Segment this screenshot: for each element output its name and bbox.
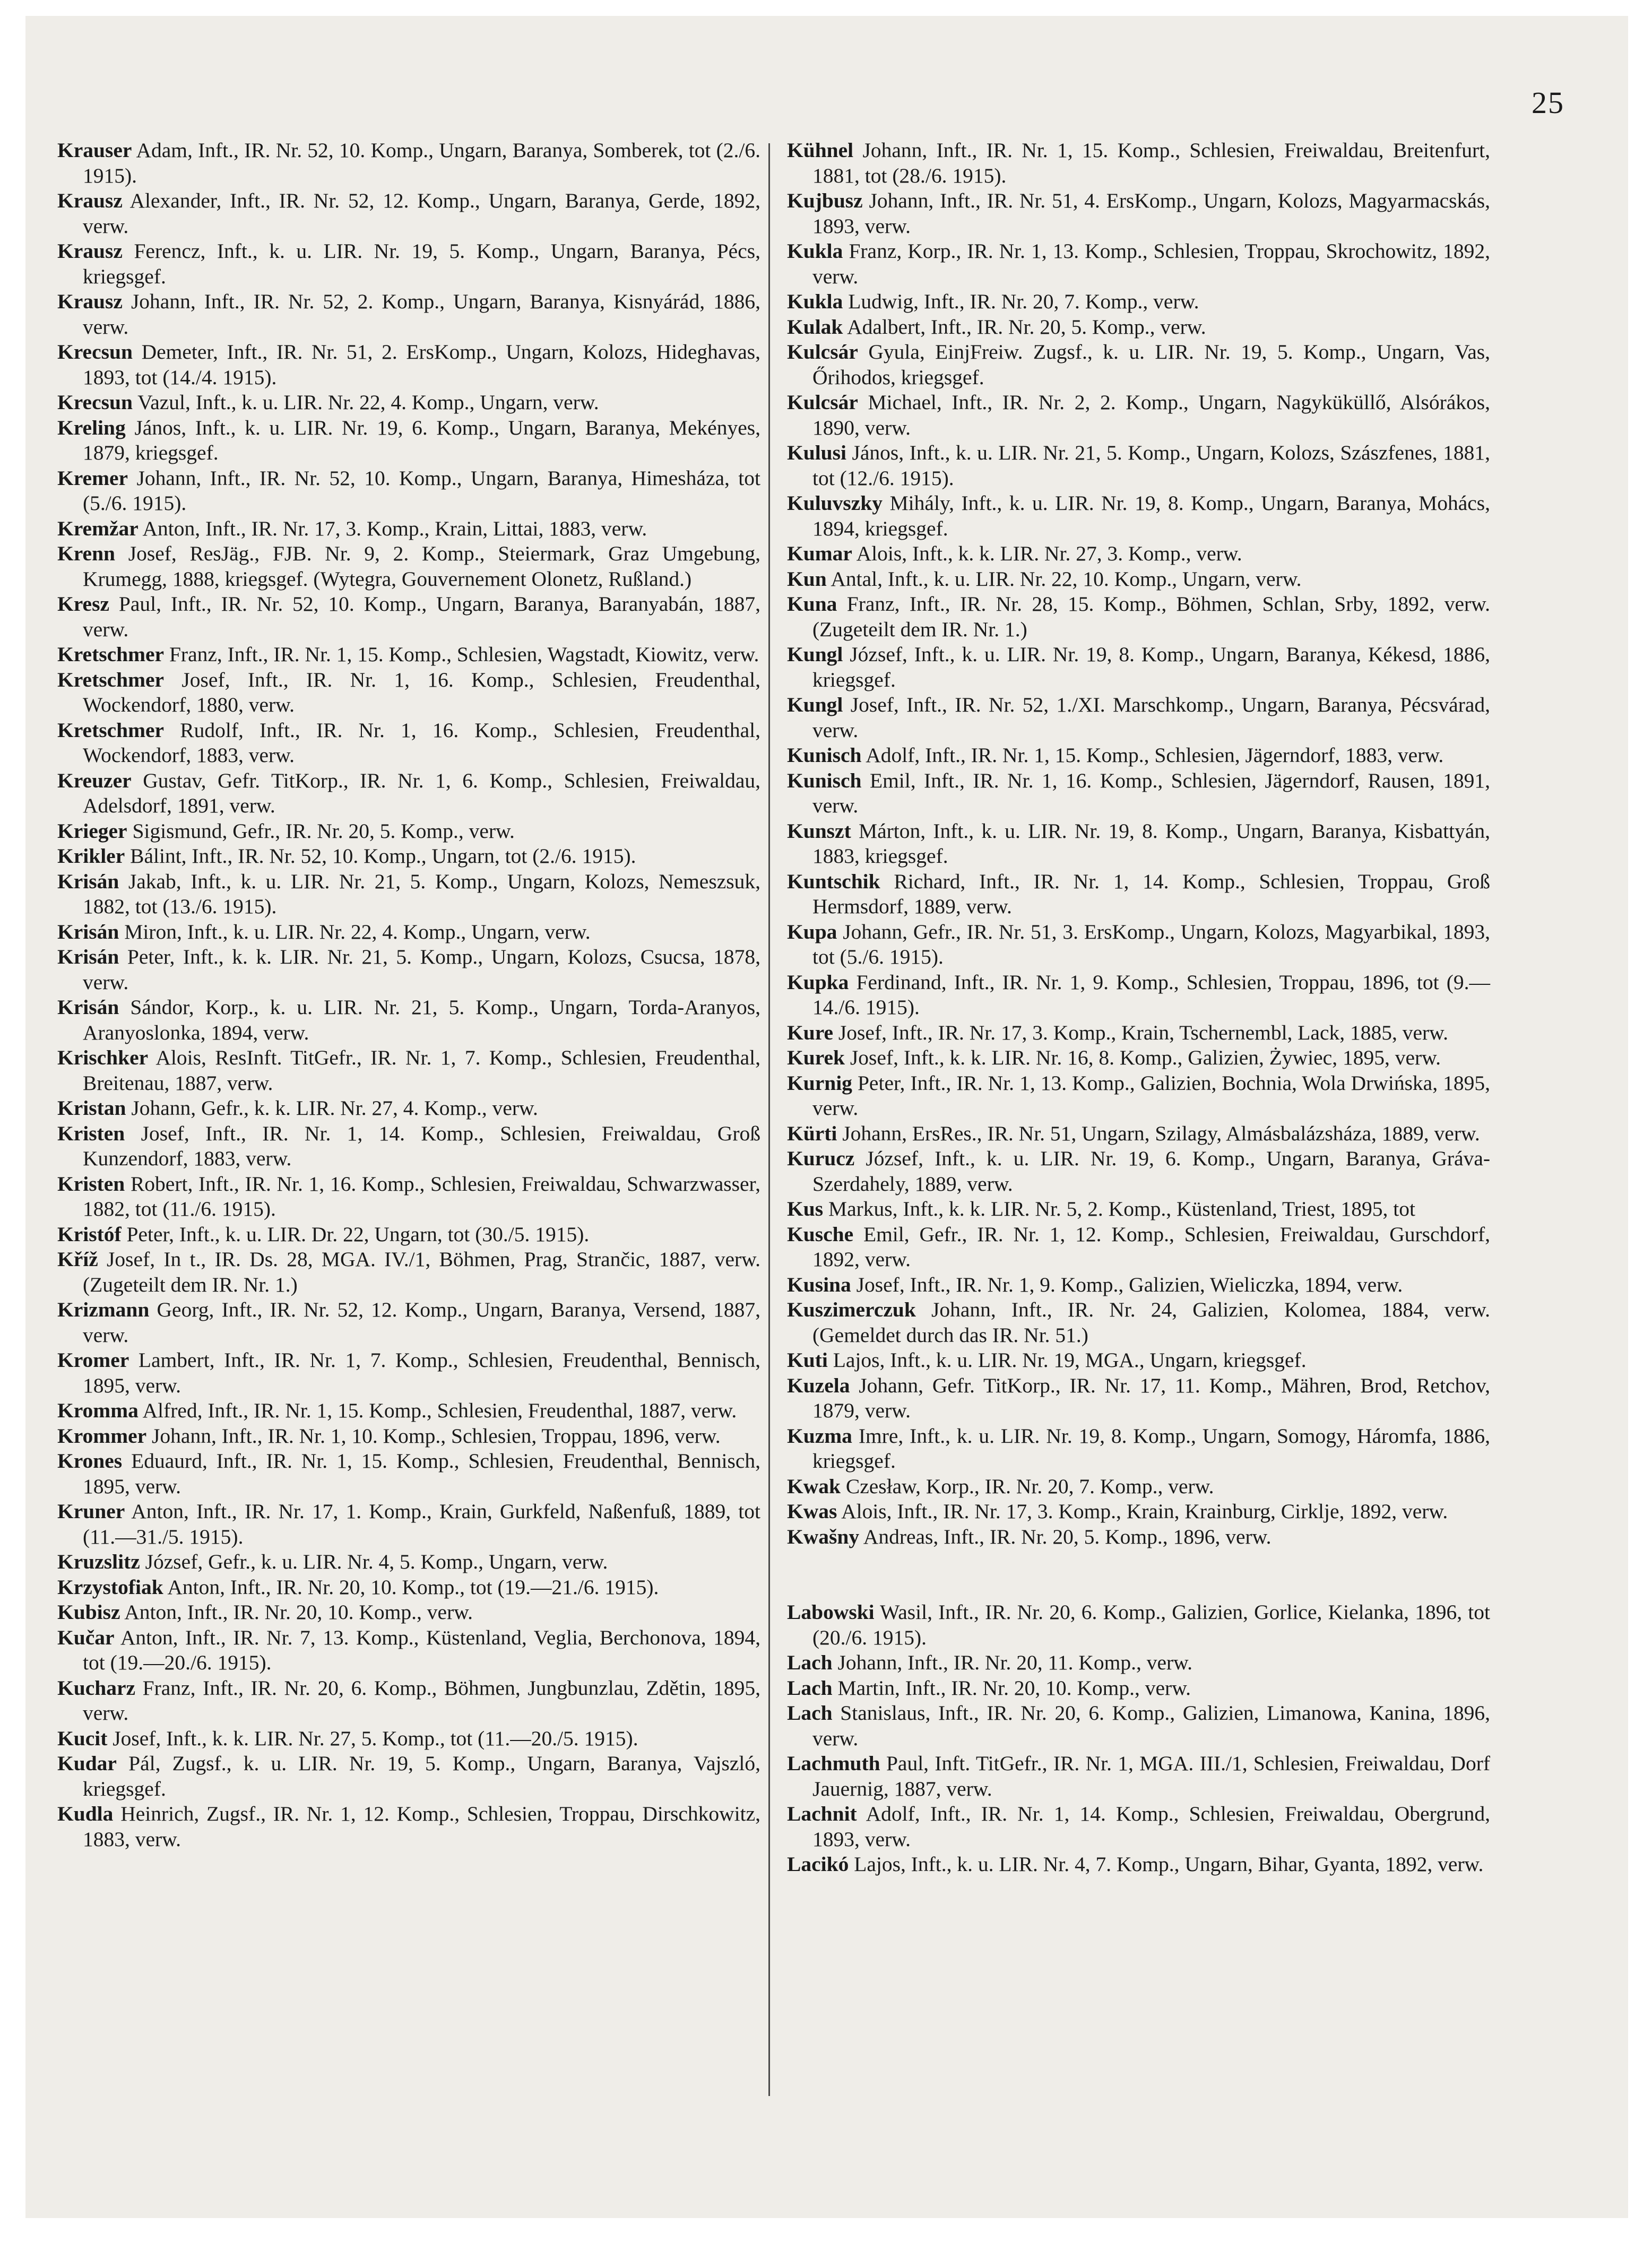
entry-details: Gyula, EinjFreiw. Zugsf., k. u. LIR. Nr. 19, 5. Komp., Ungarn, Vas, Őrihodos, kriegsgef.: [812, 340, 1491, 389]
list-entry: [787, 1751, 1490, 1802]
entry-details: Stanislaus, Inft., IR. Nr. 20, 6. Komp., Galizien, Limanowa, Kanina, 1896, verw.: [812, 1701, 1490, 1750]
entry-surname: Krikler: [57, 844, 125, 868]
list-entry: [787, 768, 1490, 819]
entry-surname: Kuluvszky: [787, 491, 883, 515]
entry-details: Johann, Gefr. TitKorp., IR. Nr. 17, 11. Komp., Mähren, Brod, Retchov, 1879, verw.: [812, 1373, 1491, 1422]
entry-details: Adolf, Inft., IR. Nr. 1, 14. Komp., Schlesien, Freiwaldau, Obergrund, 1893, verw.: [812, 1802, 1490, 1851]
entry-details: Johann, Gefr., IR. Nr. 51, 3. ErsKomp., Ungarn, Kolozs, Magyarbikal, 1893, tot (5./6. 1915).: [812, 920, 1490, 968]
list-entry: [57, 1247, 760, 1297]
list-entry: [57, 1625, 760, 1676]
entry-surname: Kulak: [787, 315, 843, 339]
entry-surname: Kudar: [57, 1752, 117, 1775]
list-entry: [787, 592, 1490, 642]
entry-details: Sándor, Korp., k. u. LIR. Nr. 21, 5. Komp., Ungarn, Torda-Aranyos, Aranyoslonka, 1894, verw.: [83, 995, 761, 1044]
entry-surname: Krausz: [57, 239, 123, 263]
entry-surname: Kuzela: [787, 1373, 850, 1397]
list-entry: [787, 491, 1490, 541]
list-entry: [787, 1222, 1490, 1272]
list-entry: [57, 945, 760, 995]
list-entry: [787, 239, 1490, 289]
entry-surname: Kulusi: [787, 441, 846, 464]
list-entry: [787, 1852, 1490, 1877]
entry-surname: Krisán: [57, 920, 119, 943]
entry-surname: Krausz: [57, 189, 123, 212]
list-entry: [57, 1045, 760, 1096]
list-entry: [787, 1071, 1490, 1121]
entry-surname: Kunisch: [787, 768, 862, 792]
page-number: 25: [1532, 85, 1564, 120]
list-entry: [57, 239, 760, 289]
entry-surname: Krieger: [57, 819, 127, 843]
list-entry: [787, 970, 1490, 1020]
entry-surname: Kristen: [57, 1172, 125, 1196]
entry-details: Antal, Inft., k. u. LIR. Nr. 22, 10. Komp., Ungarn, verw.: [831, 567, 1302, 591]
entry-surname: Kucit: [57, 1726, 108, 1750]
entry-surname: Lach: [787, 1651, 833, 1674]
entry-details: Josef, Inft., IR. Nr. 52, 1./XI. Marschkomp., Ungarn, Baranya, Pécsvárad, verw.: [812, 693, 1491, 742]
entry-surname: Krecsun: [57, 340, 133, 363]
list-entry: [787, 920, 1490, 970]
entry-surname: Krischker: [57, 1046, 149, 1069]
list-entry: [57, 642, 760, 668]
entry-details: Josef, Inft., k. k. LIR. Nr. 27, 5. Komp., tot (11.—20./5. 1915).: [113, 1726, 638, 1750]
entry-surname: Kupa: [787, 920, 837, 943]
entry-details: Márton, Inft., k. u. LIR. Nr. 19, 8. Komp., Ungarn, Baranya, Kisbattyán, 1883, kriegsgef.: [812, 819, 1491, 868]
list-entry: [57, 340, 760, 390]
entry-details: Franz, Inft., IR. Nr. 20, 6. Komp., Böhmen, Jungbunzlau, Zdětin, 1895, verw.: [83, 1676, 760, 1725]
entry-details: Peter, Inft., IR. Nr. 1, 13. Komp., Galizien, Bochnia, Wola Drwińska, 1895, verw.: [812, 1071, 1491, 1120]
list-entry: [787, 1121, 1490, 1147]
list-entry: [787, 1499, 1490, 1525]
column-divider: [768, 143, 770, 2096]
entry-surname: Kreling: [57, 415, 126, 439]
entry-surname: Kühnel: [787, 138, 854, 162]
entry-details: Alfred, Inft., IR. Nr. 1, 15. Komp., Schlesien, Freudenthal, 1887, verw.: [142, 1399, 737, 1422]
entry-surname: Kromma: [57, 1399, 139, 1422]
list-entry: [57, 1575, 760, 1600]
entry-surname: Krisán: [57, 945, 119, 968]
list-entry: [787, 315, 1490, 340]
entry-surname: Kukla: [787, 290, 843, 313]
entry-surname: Kulcsár: [787, 340, 858, 363]
entry-details: János, Inft., k. u. LIR. Nr. 19, 6. Komp., Ungarn, Baranya, Mekényes, 1879, kriegsgef.: [83, 415, 760, 464]
entry-details: Paul, Inft., IR. Nr. 52, 10. Komp., Ungarn, Baranya, Baranyabán, 1887, verw.: [83, 592, 760, 641]
entry-surname: Kříž: [57, 1248, 98, 1271]
entry-details: Josef, In t., IR. Ds. 28, MGA. IV./1, Böhmen, Prag, Strančic, 1887, verw. (Zugeteilt dem IR. Nr. 1.): [83, 1248, 761, 1296]
entry-surname: Krecsun: [57, 391, 133, 414]
list-entry: [57, 516, 760, 542]
list-entry: [787, 1297, 1490, 1348]
entry-details: Alois, Inft., IR. Nr. 17, 3. Komp., Krain, Krainburg, Cirklje, 1892, verw.: [841, 1500, 1448, 1523]
entry-details: Josef, Inft., IR. Nr. 1, 14. Komp., Schlesien, Freiwaldau, Groß Kunzendorf, 1883, verw.: [83, 1121, 761, 1170]
entry-details: Johann, Inft., IR. Nr. 51, 4. ErsKomp., Ungarn, Kolozs, Magyarmacskás, 1893, verw.: [812, 189, 1491, 238]
list-entry: [57, 1449, 760, 1499]
entry-details: Emil, Inft., IR. Nr. 1, 16. Komp., Schlesien, Jägerndorf, Rausen, 1891, verw.: [812, 768, 1491, 817]
entry-details: Martin, Inft., IR. Nr. 20, 10. Komp., verw.: [837, 1676, 1191, 1700]
entry-details: Wasil, Inft., IR. Nr. 20, 6. Komp., Galizien, Gorlice, Kielanka, 1896, tot (20./6. 1915).: [812, 1600, 1490, 1649]
entry-details: Imre, Inft., k. u. LIR. Nr. 19, 8. Komp., Ungarn, Somogy, Háromfa, 1886, kriegsgef.: [812, 1424, 1491, 1473]
list-entry: [57, 1297, 760, 1348]
entry-details: Eduaurd, Inft., IR. Nr. 1, 15. Komp., Schlesien, Freudenthal, Bennisch, 1895, verw.: [83, 1449, 761, 1498]
list-entry: [57, 390, 760, 415]
entry-surname: Kristóf: [57, 1222, 122, 1246]
entry-surname: Kwašny: [787, 1525, 860, 1548]
entry-surname: Kungl: [787, 643, 843, 666]
list-entry: [57, 541, 760, 592]
entry-details: József, Inft., k. u. LIR. Nr. 19, 8. Komp., Ungarn, Baranya, Kékesd, 1886, kriegsgef.: [812, 643, 1491, 691]
entry-surname: Krisán: [57, 869, 119, 893]
list-entry: [787, 1424, 1490, 1474]
entry-surname: Kujbusz: [787, 189, 863, 212]
list-entry: [57, 819, 760, 844]
entry-details: Franz, Korp., IR. Nr. 1, 13. Komp., Schlesien, Troppau, Skrochowitz, 1892, verw.: [812, 239, 1491, 288]
list-entry: [57, 1398, 760, 1424]
entry-surname: Kubisz: [57, 1600, 120, 1624]
entry-surname: Kristen: [57, 1121, 125, 1145]
list-entry: [787, 1020, 1490, 1046]
entry-surname: Kretschmer: [57, 718, 165, 742]
list-entry: [787, 1650, 1490, 1676]
entry-details: János, Inft., k. u. LIR. Nr. 21, 5. Komp., Ungarn, Kolozs, Szászfenes, 1881, tot (12./6. 1915).: [812, 441, 1491, 490]
entry-details: Miron, Inft., k. u. LIR. Nr. 22, 4. Komp., Ungarn, verw.: [124, 920, 591, 943]
list-entry: [787, 1676, 1490, 1701]
entry-surname: Kreuzer: [57, 768, 132, 792]
entry-details: Anton, Inft., IR. Nr. 20, 10. Komp., tot (19.—21./6. 1915).: [167, 1575, 659, 1599]
list-entry: [57, 1549, 760, 1575]
section-gap: [787, 1549, 1490, 1600]
entry-surname: Krones: [57, 1449, 123, 1473]
right-column: [787, 138, 1490, 1877]
list-entry: [57, 1424, 760, 1449]
entry-details: Emil, Gefr., IR. Nr. 1, 12. Komp., Schlesien, Freiwaldau, Gurschdorf, 1892, verw.: [812, 1222, 1490, 1271]
list-entry: [787, 340, 1490, 390]
entry-surname: Kunszt: [787, 819, 851, 843]
list-entry: [787, 1146, 1490, 1197]
list-entry: [57, 1499, 760, 1549]
entry-details: Lambert, Inft., IR. Nr. 1, 7. Komp., Schlesien, Freudenthal, Bennisch, 1895, verw.: [83, 1348, 760, 1397]
entry-details: Josef, ResJäg., FJB. Nr. 9, 2. Komp., Steiermark, Graz Umgebung, Krumegg, 1888, kriegsgef. (Wytegra, Gouvernement Olonetz, Rußland.): [83, 542, 761, 591]
entry-details: Lajos, Inft., k. u. LIR. Nr. 19, MGA., Ungarn, kriegsgef.: [833, 1348, 1307, 1372]
list-entry: [787, 642, 1490, 692]
entry-details: Peter, Inft., k. k. LIR. Nr. 21, 5. Komp., Ungarn, Kolozs, Csucsa, 1878, verw.: [83, 945, 760, 994]
list-entry: [57, 1172, 760, 1222]
entry-details: Ferencz, Inft., k. u. LIR. Nr. 19, 5. Komp., Ungarn, Baranya, Pécs, kriegsgef.: [83, 239, 760, 288]
entry-surname: Kupka: [787, 970, 849, 994]
entry-details: Sigismund, Gefr., IR. Nr. 20, 5. Komp., verw.: [132, 819, 515, 843]
entry-details: Andreas, Inft., IR. Nr. 20, 5. Komp., 1896, verw.: [863, 1525, 1272, 1548]
list-entry: [57, 844, 760, 869]
entry-details: Johann, Inft., IR. Nr. 20, 11. Komp., verw.: [837, 1651, 1192, 1674]
entry-details: Richard, Inft., IR. Nr. 1, 14. Komp., Schlesien, Troppau, Groß Hermsdorf, 1889, verw.: [812, 869, 1490, 918]
entry-surname: Kromer: [57, 1348, 129, 1372]
entry-surname: Kungl: [787, 693, 843, 716]
list-entry: [787, 1272, 1490, 1298]
list-entry: [787, 390, 1490, 440]
document-page: [25, 16, 1628, 2218]
entry-details: József, Inft., k. u. LIR. Nr. 19, 6. Komp., Ungarn, Baranya, Gráva-Szerdahely, 1889, verw.: [812, 1147, 1491, 1196]
list-entry: [57, 1600, 760, 1625]
entry-surname: Kurek: [787, 1046, 845, 1069]
entry-details: Josef, Inft., IR. Nr. 17, 3. Komp., Krain, Tschernembl, Lack, 1885, verw.: [838, 1020, 1449, 1044]
entry-surname: Kruzslitz: [57, 1550, 140, 1573]
entry-surname: Kuna: [787, 592, 837, 616]
entry-details: Pál, Zugsf., k. u. LIR. Nr. 19, 5. Komp., Ungarn, Baranya, Vajszló, kriegsgef.: [83, 1752, 761, 1800]
entry-details: Ludwig, Inft., IR. Nr. 20, 7. Komp., verw.: [848, 290, 1199, 313]
entry-details: Georg, Inft., IR. Nr. 52, 12. Komp., Ungarn, Baranya, Versend, 1887, verw.: [83, 1298, 760, 1347]
entry-surname: Kuti: [787, 1348, 828, 1372]
list-entry: [57, 1096, 760, 1121]
entry-details: Michael, Inft., IR. Nr. 2, 2. Komp., Ungarn, Nagyküküllő, Alsórákos, 1890, verw.: [812, 391, 1490, 439]
list-entry: [787, 440, 1490, 491]
entry-surname: Kure: [787, 1020, 834, 1044]
entry-details: Adalbert, Inft., IR. Nr. 20, 5. Komp., verw.: [847, 315, 1206, 339]
entry-details: Anton, Inft., IR. Nr. 20, 10. Komp., verw.: [124, 1600, 473, 1624]
list-entry: [787, 1525, 1490, 1550]
entry-surname: Kwak: [787, 1474, 841, 1498]
entry-surname: Lach: [787, 1701, 833, 1725]
list-entry: [787, 541, 1490, 567]
list-entry: [787, 188, 1490, 239]
list-entry: [787, 743, 1490, 768]
entry-details: Johann, Inft., IR. Nr. 52, 10. Komp., Ungarn, Baranya, Himesháza, tot (5./6. 1915).: [83, 466, 761, 515]
entry-surname: Kučar: [57, 1625, 115, 1649]
entry-surname: Kudla: [57, 1802, 114, 1825]
entry-details: Rudolf, Inft., IR. Nr. 1, 16. Komp., Schlesien, Freudenthal, Wockendorf, 1883, verw.: [83, 718, 761, 767]
entry-details: Paul, Inft. TitGefr., IR. Nr. 1, MGA. III./1, Schlesien, Freiwaldau, Dorf Jauernig, 1887, verw.: [812, 1752, 1491, 1800]
list-entry: [57, 592, 760, 642]
list-entry: [787, 692, 1490, 743]
entry-details: Ferdinand, Inft., IR. Nr. 1, 9. Komp., Schlesien, Troppau, 1896, tot (9.—14./6. 1915).: [812, 970, 1490, 1019]
entry-details: Mihály, Inft., k. u. LIR. Nr. 19, 8. Komp., Ungarn, Baranya, Mohács, 1894, kriegsgef.: [812, 491, 1491, 540]
entry-surname: Kretschmer: [57, 668, 165, 691]
entry-details: Bálint, Inft., IR. Nr. 52, 10. Komp., Ungarn, tot (2./6. 1915).: [130, 844, 636, 868]
entry-surname: Kremer: [57, 466, 128, 490]
entry-details: Robert, Inft., IR. Nr. 1, 16. Komp., Schlesien, Freiwaldau, Schwarzwasser, 1882, tot (11./6. 1915).: [83, 1172, 760, 1220]
entry-surname: Kremžar: [57, 516, 139, 540]
entry-surname: Kusina: [787, 1272, 851, 1296]
entry-surname: Lachnit: [787, 1802, 857, 1825]
entry-surname: Kuzma: [787, 1424, 852, 1448]
entry-details: Anton, Inft., IR. Nr. 17, 3. Komp., Krain, Littai, 1883, verw.: [142, 516, 647, 540]
entry-details: Adam, Inft., IR. Nr. 52, 10. Komp., Ungarn, Baranya, Somberek, tot (2./6. 1915).: [83, 138, 760, 187]
entry-details: Franz, Inft., IR. Nr. 28, 15. Komp., Böhmen, Schlan, Srby, 1892, verw. (Zugeteilt dem IR. Nr. 1.): [812, 592, 1491, 641]
entry-surname: Krenn: [57, 542, 116, 565]
left-column: [57, 138, 760, 1852]
entry-surname: Kusche: [787, 1222, 854, 1246]
entry-surname: Krommer: [57, 1424, 147, 1448]
list-entry: [787, 869, 1490, 920]
entry-surname: Krisán: [57, 995, 119, 1019]
entry-surname: Kurnig: [787, 1071, 852, 1095]
list-entry: [787, 1600, 1490, 1650]
entry-details: Demeter, Inft., IR. Nr. 51, 2. ErsKomp., Ungarn, Kolozs, Hideghavas, 1893, tot (14./4. 1915).: [83, 340, 760, 389]
entry-surname: Krausz: [57, 290, 123, 313]
entry-details: Heinrich, Zugsf., IR. Nr. 1, 12. Komp., Schlesien, Troppau, Dirschkowitz, 1883, verw.: [83, 1802, 761, 1851]
list-entry: [787, 1802, 1490, 1852]
entry-details: Anton, Inft., IR. Nr. 7, 13. Komp., Küstenland, Veglia, Berchonova, 1894, tot (19.—20./6. 1915).: [83, 1625, 760, 1674]
entry-surname: Kun: [787, 567, 827, 591]
entry-surname: Kretschmer: [57, 643, 165, 666]
list-entry: [57, 466, 760, 516]
list-entry: [787, 1197, 1490, 1222]
entry-details: Johann, Inft., IR. Nr. 1, 15. Komp., Schlesien, Freiwaldau, Breitenfurt, 1881, tot (28./6. 1915).: [812, 138, 1491, 187]
list-entry: [57, 415, 760, 466]
entry-surname: Kukla: [787, 239, 843, 263]
entry-details: Johann, Inft., IR. Nr. 52, 2. Komp., Ungarn, Baranya, Kisnyárád, 1886, verw.: [83, 290, 761, 339]
entry-details: Franz, Inft., IR. Nr. 1, 15. Komp., Schlesien, Wagstadt, Kiowitz, verw.: [169, 643, 759, 666]
entry-details: Anton, Inft., IR. Nr. 17, 1. Komp., Krain, Gurkfeld, Naßenfuß, 1889, tot (11.—31./5. 1915).: [83, 1500, 761, 1548]
entry-surname: Krizmann: [57, 1298, 150, 1321]
list-entry: [57, 1726, 760, 1752]
entry-details: Adolf, Inft., IR. Nr. 1, 15. Komp., Schlesien, Jägerndorf, 1883, verw.: [866, 743, 1444, 767]
entry-details: Josef, Inft., IR. Nr. 1, 16. Komp., Schlesien, Freudenthal, Wockendorf, 1880, verw.: [83, 668, 761, 716]
entry-details: Josef, Inft., IR. Nr. 1, 9. Komp., Galizien, Wieliczka, 1894, verw.: [856, 1272, 1403, 1296]
entry-surname: Kwas: [787, 1500, 837, 1523]
entry-surname: Kruner: [57, 1500, 125, 1523]
entry-surname: Kuntschik: [787, 869, 880, 893]
entry-surname: Lacikó: [787, 1852, 849, 1876]
list-entry: [57, 869, 760, 920]
list-entry: [787, 1348, 1490, 1373]
entry-surname: Kulcsár: [787, 391, 858, 414]
list-entry: [57, 1222, 760, 1248]
list-entry: [787, 1474, 1490, 1500]
list-entry: [787, 1373, 1490, 1424]
entry-details: Johann, Inft., IR. Nr. 1, 10. Komp., Schlesien, Troppau, 1896, verw.: [152, 1424, 721, 1448]
entry-surname: Labowski: [787, 1600, 875, 1624]
entry-details: Josef, Inft., k. k. LIR. Nr. 16, 8. Komp., Galizien, Żywiec, 1895, verw.: [850, 1046, 1441, 1069]
list-entry: [57, 668, 760, 718]
entry-surname: Kumar: [787, 542, 852, 565]
list-entry: [57, 1802, 760, 1852]
entry-surname: Kucharz: [57, 1676, 136, 1700]
entry-surname: Kristan: [57, 1096, 126, 1120]
list-entry: [787, 138, 1490, 188]
entry-details: Markus, Inft., k. k. LIR. Nr. 5, 2. Komp., Küstenland, Triest, 1895, tot: [828, 1197, 1415, 1220]
list-entry: [787, 289, 1490, 315]
entry-details: Vazul, Inft., k. u. LIR. Nr. 22, 4. Komp., Ungarn, verw.: [137, 391, 599, 414]
list-entry: [787, 1045, 1490, 1071]
entry-surname: Lachmuth: [787, 1752, 880, 1775]
entry-details: József, Gefr., k. u. LIR. Nr. 4, 5. Komp., Ungarn, verw.: [145, 1550, 608, 1573]
list-entry: [57, 1121, 760, 1172]
entry-details: Czesław, Korp., IR. Nr. 20, 7. Komp., verw.: [845, 1474, 1214, 1498]
list-entry: [57, 1348, 760, 1398]
entry-details: Johann, Inft., IR. Nr. 24, Galizien, Kolomea, 1884, verw. (Gemeldet durch das IR. Nr. 51.): [812, 1298, 1491, 1347]
list-entry: [57, 1676, 760, 1726]
list-entry: [57, 768, 760, 819]
list-entry: [787, 819, 1490, 869]
entry-surname: Kurucz: [787, 1147, 855, 1170]
list-entry: [787, 1701, 1490, 1751]
entry-details: Lajos, Inft., k. u. LIR. Nr. 4, 7. Komp., Ungarn, Bihar, Gyanta, 1892, verw.: [854, 1852, 1484, 1876]
list-entry: [57, 1751, 760, 1802]
list-entry: [57, 718, 760, 768]
list-entry: [57, 920, 760, 945]
entry-surname: Krauser: [57, 138, 132, 162]
entry-surname: Kürti: [787, 1121, 837, 1145]
entry-details: Alois, ResInft. TitGefr., IR. Nr. 1, 7. Komp., Schlesien, Freudenthal, Breitenau, 1887, verw.: [83, 1046, 760, 1095]
entry-details: Johann, ErsRes., IR. Nr. 51, Ungarn, Szilagy, Almásbalázsháza, 1889, verw.: [842, 1121, 1480, 1145]
entry-surname: Krzystofiak: [57, 1575, 163, 1599]
entry-surname: Lach: [787, 1676, 833, 1700]
entry-details: Alois, Inft., k. k. LIR. Nr. 27, 3. Komp., verw.: [856, 542, 1242, 565]
entry-details: Peter, Inft., k. u. LIR. Dr. 22, Ungarn, tot (30./5. 1915).: [126, 1222, 590, 1246]
list-entry: [57, 188, 760, 239]
list-entry: [787, 567, 1490, 592]
entry-details: Alexander, Inft., IR. Nr. 52, 12. Komp., Ungarn, Baranya, Gerde, 1892, verw.: [83, 189, 760, 238]
entry-details: Johann, Gefr., k. k. LIR. Nr. 27, 4. Komp., verw.: [131, 1096, 538, 1120]
entry-surname: Kunisch: [787, 743, 862, 767]
entry-details: Gustav, Gefr. TitKorp., IR. Nr. 1, 6. Komp., Schlesien, Freiwaldau, Adelsdorf, 1891, verw.: [83, 768, 760, 817]
entry-details: Jakab, Inft., k. u. LIR. Nr. 21, 5. Komp., Ungarn, Kolozs, Nemeszsuk, 1882, tot (13./6. 1915).: [83, 869, 760, 918]
entry-surname: Kus: [787, 1197, 824, 1220]
list-entry: [57, 138, 760, 188]
list-entry: [57, 995, 760, 1045]
entry-surname: Kresz: [57, 592, 109, 616]
entry-surname: Kuszimerczuk: [787, 1298, 916, 1321]
list-entry: [57, 289, 760, 340]
